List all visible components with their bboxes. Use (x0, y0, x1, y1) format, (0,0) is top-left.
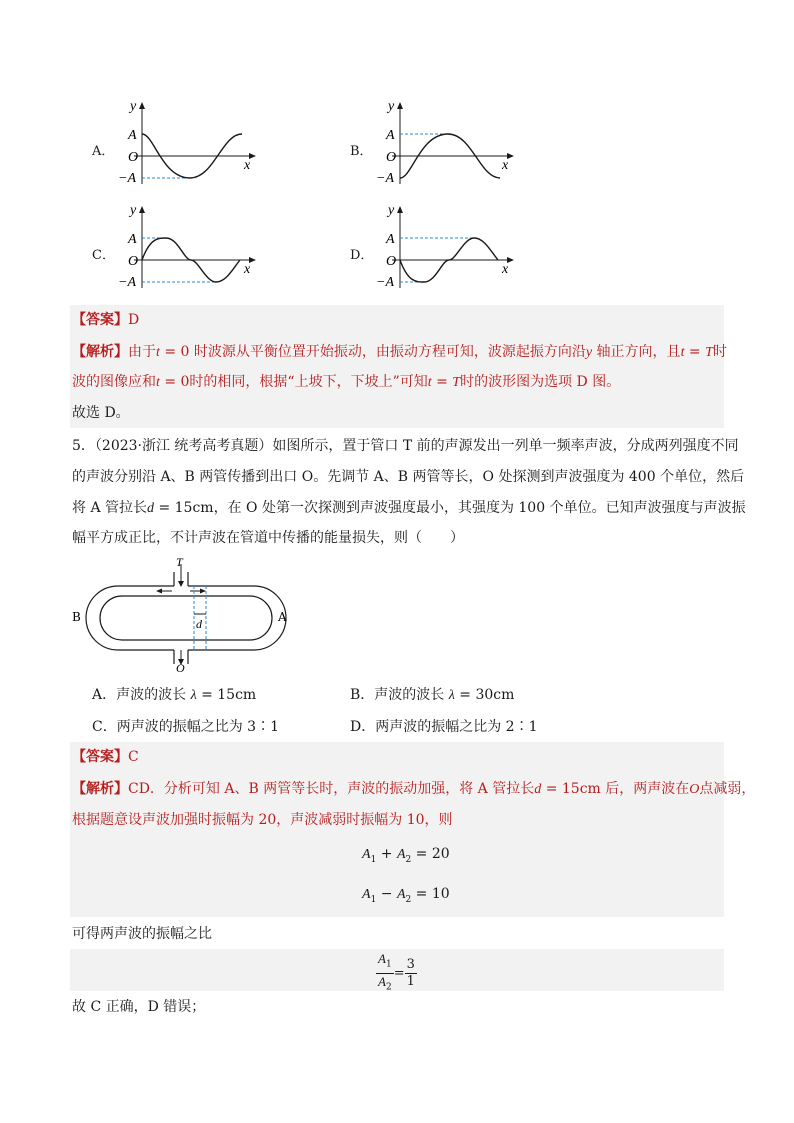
text: 波的图像应和 (72, 374, 156, 390)
symbol-d: d (534, 782, 542, 797)
pipe-diagram (66, 555, 296, 675)
symbol-t: t (156, 375, 160, 390)
ratio-left (376, 951, 394, 995)
symbol-T: T (705, 345, 713, 360)
sub: 1 (370, 894, 377, 905)
text: CD．分析可知 A、B 两管等长时，声波的振动加强，将 A 管拉长 (128, 781, 535, 797)
q4-analysis-line1 (72, 342, 727, 363)
q5-option-b[interactable] (350, 684, 514, 704)
label-t: T (176, 555, 183, 569)
q5-answer-line (72, 747, 139, 767)
equation-1 (362, 846, 450, 865)
q5-option-c[interactable]: C．两声波的振幅之比为 3∶1 (92, 719, 279, 735)
y-arrow (397, 206, 403, 213)
symbol-t: t (680, 345, 685, 360)
text: 将 A 管拉长 (72, 500, 148, 516)
a-label: A (386, 232, 395, 247)
y-label: y (388, 99, 395, 114)
text: = 0时的相同，根据“上坡下，下坡上”可知 (159, 374, 428, 390)
x-label: x (502, 158, 509, 173)
q5-stem-line3 (72, 498, 746, 519)
text: = 0 时波源从平衡位置开始振动，由振动方程可知，波源起振方向沿 (159, 344, 586, 360)
q5-analysis-line2: 根据题意设声波加强时振幅为 20，声波减弱时振幅为 10，则 (72, 812, 453, 828)
text: = 15cm 后，两声波在 (541, 781, 690, 797)
ratio-right (405, 957, 417, 990)
ratio-intro: 可得两声波的振幅之比 (72, 926, 212, 942)
graph-d-svg (372, 202, 522, 292)
graph-b (372, 98, 522, 188)
rhs: = 10 (411, 886, 450, 902)
y-arrow (139, 206, 145, 213)
graph-d (372, 202, 522, 292)
sub: 1 (370, 854, 377, 865)
symbol-T: T (452, 375, 461, 390)
text: 点减弱， (699, 781, 756, 797)
symbol-y: y (585, 345, 593, 360)
text: 时 (712, 344, 727, 360)
q5-stem-line4: 幅平方成正比，不计声波在管道中传播的能量损失，则（ ） (72, 530, 464, 546)
neg-a-label: −A (376, 275, 394, 290)
text: = 30cm (454, 687, 515, 703)
o-label: O (128, 254, 139, 269)
var: A (362, 847, 371, 862)
text: A．声波的波长 (92, 687, 191, 703)
a-label: A (386, 128, 395, 143)
symbol-t: t (427, 375, 432, 390)
symbol-o: O (689, 782, 700, 797)
x-label: x (502, 262, 509, 277)
text: = (684, 344, 706, 360)
answer-tag: 【答案】 (72, 749, 128, 765)
var: A (396, 887, 406, 902)
option-a-label: A． (92, 144, 115, 159)
y-arrow (397, 102, 403, 109)
sub: 2 (405, 854, 412, 865)
neg-a-label: −A (118, 275, 136, 290)
y-arrow (139, 102, 145, 109)
text: 由于 (128, 344, 156, 360)
text: B．声波的波长 (350, 687, 449, 703)
denominator: $A_2$ (378, 973, 392, 993)
symbol-t: t (156, 345, 160, 360)
numerator: 3 (406, 956, 415, 972)
o-label: O (386, 254, 397, 269)
q5-analysis-line1 (72, 779, 755, 800)
symbol-d: d (147, 501, 155, 516)
q5-stem-line2: 的声波分别沿 A、B 两管传播到出口 O。先调节 A、B 两管等长，O 处探测到声波强度为 400 个单位，然后 (72, 469, 745, 485)
q5-option-d[interactable]: D．两声波的振幅之比为 2∶1 (350, 719, 538, 735)
answer-value: C (128, 749, 139, 765)
var: A (362, 887, 371, 902)
a-label: A (128, 232, 137, 247)
equation-2 (362, 886, 450, 905)
option-d-label: D． (350, 248, 374, 263)
label-a: A (278, 610, 287, 624)
option-c-label: C． (92, 248, 115, 263)
q4-conclusion: 故选 D。 (72, 405, 130, 421)
analysis-tag: 【解析】 (72, 781, 128, 797)
label-b: B (72, 610, 81, 624)
answer-tag: 【答案】 (72, 312, 128, 328)
ratio-equation (376, 951, 417, 995)
text: 轴正方向，且 (592, 344, 681, 360)
text: = (431, 374, 453, 390)
graph-b-svg (372, 98, 522, 188)
text: 时的波形图为选项 D 图。 (460, 374, 621, 390)
analysis-tag: 【解析】 (72, 344, 128, 360)
op: − (376, 886, 397, 902)
q5-option-a[interactable] (92, 684, 256, 704)
q4-answer-panel (70, 305, 724, 428)
graph-c (114, 202, 264, 292)
op: + (376, 846, 397, 862)
answer-value: D (128, 312, 140, 328)
pipe-diagram-svg (66, 555, 296, 675)
numerator: $A_1$ (376, 951, 394, 974)
graph-c-svg (114, 202, 264, 292)
text: = 15cm (196, 687, 257, 703)
var: A (396, 847, 406, 862)
graph-a-svg (114, 98, 264, 188)
graph-a (114, 98, 264, 188)
neg-a-label: −A (376, 171, 394, 186)
option-b-label: B． (350, 144, 373, 159)
y-label: y (130, 99, 137, 114)
o-label: O (128, 150, 139, 165)
a-label: A (128, 128, 137, 143)
x-label: x (244, 262, 251, 277)
lambda: λ (190, 688, 197, 703)
q4-answer-line (72, 310, 139, 330)
y-label: y (388, 203, 395, 218)
right-dir-head (200, 589, 206, 594)
o-label: O (386, 150, 397, 165)
neg-a-label: −A (118, 171, 136, 186)
inner-pipe (100, 596, 272, 640)
q5-conclusion: 故 C 正确，D 错误； (72, 999, 206, 1015)
q4-analysis-line2 (72, 372, 620, 393)
lambda: λ (448, 688, 455, 703)
x-label: x (244, 158, 251, 173)
sub: 2 (405, 894, 412, 905)
label-d: d (196, 617, 202, 631)
left-dir-head (156, 589, 162, 594)
label-o: O (176, 661, 185, 675)
q5-stem-line1: 5．（2023·浙江 统考高考真题）如图所示，置于管口 T 前的声源发出一列单一频率声波，分成两列强度不同 (72, 438, 739, 454)
y-label: y (130, 203, 137, 218)
equals: = (393, 965, 405, 981)
denominator: 1 (406, 973, 415, 989)
text: = 15cm，在 O 处第一次探测到声波强度最小，其强度为 100 个单位。已知声波强度与声波振 (154, 500, 746, 516)
rhs: = 20 (411, 846, 450, 862)
